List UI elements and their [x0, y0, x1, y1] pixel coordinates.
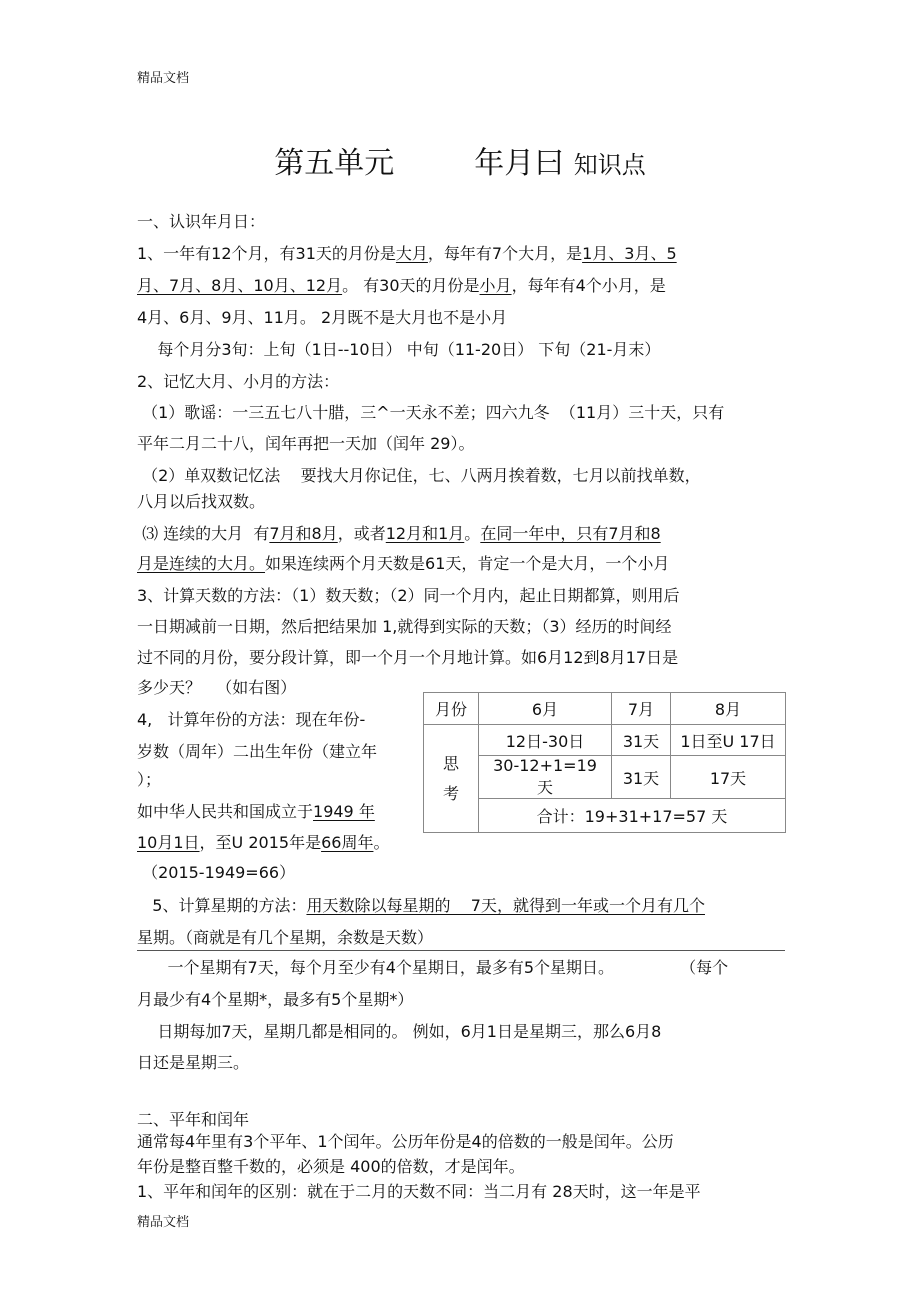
text-segment: （2）单双数记忆法 要找大月你记住，七、八两月挨着数，七月以前找单数，	[137, 466, 701, 485]
page-footer: 精品文档	[137, 1215, 190, 1230]
text-segment: 年份是整百整千数的，必须是 400的倍数，才是闰年。	[137, 1157, 525, 1176]
underlined-text: 10月1日	[137, 833, 200, 852]
text-segment: 一、认识年月日：	[137, 212, 266, 231]
text-line	[137, 648, 678, 668]
text-line	[137, 466, 701, 486]
table-total: 合计：19+31+17=57 天	[479, 799, 786, 833]
text-line	[137, 710, 365, 730]
text-segment: （2015-1949=66）	[137, 863, 296, 882]
text-line	[137, 586, 680, 606]
text-segment: 过不同的月份，要分段计算，即一个月一个月地计算。如6月12到8月17日是	[137, 648, 679, 667]
text-segment: 1、一年有12个月，有31天的月份是	[137, 244, 396, 263]
text-line	[137, 244, 677, 264]
text-line	[137, 434, 474, 454]
days-calc-table	[423, 692, 786, 833]
text-segment: 月最少有4个星期*，最多有5个星期*）	[137, 990, 414, 1009]
underlined-text: 在同一年中，只有7月和8	[480, 524, 661, 543]
text-segment: ，每年有7个大月，是	[427, 244, 583, 263]
text-line	[137, 617, 672, 637]
text-line	[137, 308, 507, 328]
text-segment: 通常每4年里有3个平年、1个闰年。公历年份是4的倍数的一般是闰年。公历	[137, 1132, 674, 1151]
table-cell: 12日-30日	[479, 725, 612, 756]
underlined-text: 月是连续的大月。	[137, 554, 266, 573]
page-header: 精品文档	[137, 71, 190, 86]
text-line	[137, 372, 339, 392]
text-segment: 平年二月二十八，闰年再把一天加（闰年 29）。	[137, 434, 475, 453]
title-suffix: 知识点	[573, 151, 646, 179]
text-segment: 星期。（商就是有几个星期，余数是天数）	[137, 928, 434, 947]
text-line	[137, 492, 265, 512]
text-line	[137, 403, 724, 423]
text-line	[137, 863, 295, 883]
text-segment: 一个星期有7天，每个月至少有4个星期日，最多有5个星期日。 （每个	[137, 958, 729, 977]
text-segment: 1、平年和闰年的区别：就在于二月的天数不同：当二月有 28天时，这一年是平	[137, 1182, 701, 1201]
text-segment: ，或者	[337, 524, 386, 543]
table-side-label: 思 考	[424, 725, 479, 833]
text-line	[137, 896, 705, 916]
text-segment: 。	[464, 524, 481, 543]
underlined-text: 月、7月、8月、10月、12月	[137, 276, 343, 295]
text-line	[137, 1182, 701, 1202]
text-segment: 日还是星期三。	[137, 1053, 250, 1072]
text-line	[137, 276, 666, 296]
text-line	[137, 1022, 661, 1042]
text-segment: 多少天？ （如右图）	[137, 678, 297, 697]
underlined-text: 12月和1月	[385, 524, 465, 543]
text-segment: 岁数（周年）二出生年份（建立年	[137, 742, 378, 761]
title-unit: 第五单元	[274, 146, 395, 181]
text-segment: 3、计算天数的方法：（1）数天数；（2）同一个月内，起止日期都算，则用后	[137, 586, 680, 605]
underlined-text: 66周年	[321, 833, 374, 852]
text-segment: 5、计算星期的方法：	[137, 896, 307, 915]
table-header-cell: 7月	[612, 693, 671, 725]
text-segment: 。 有30天的月份是	[342, 276, 480, 295]
text-segment: 一日期减前一日期，然后把结果加 1,就得到实际的天数；（3）经历的时间经	[137, 617, 672, 636]
text-line	[137, 958, 728, 978]
text-line	[137, 990, 413, 1010]
underlined-text: 用天数除以每星期的 7天，就得到一年或一个月有几个	[306, 896, 705, 915]
table-cell: 31天	[612, 725, 671, 756]
text-line	[137, 833, 389, 853]
text-segment: ，至U 2015年是	[199, 833, 322, 852]
text-segment: 4月、6月、9月、11月。 2月既不是大月也不是小月	[137, 308, 508, 327]
title-topic: 年月曰	[474, 146, 565, 181]
text-line	[137, 212, 265, 232]
text-segment: 日期每加7天，星期几都是相同的。 例如，6月1日是星期三，那么6月8	[137, 1022, 662, 1041]
page-title	[0, 138, 920, 182]
text-segment: 八月以后找双数。	[137, 492, 266, 511]
underlined-text: 小月	[479, 276, 512, 295]
text-segment: ，每年有4个小月，是	[511, 276, 666, 295]
text-line	[137, 1053, 249, 1073]
table-header-cell: 8月	[671, 693, 786, 725]
text-line	[137, 554, 669, 574]
text-segment: 。	[373, 833, 390, 852]
text-segment: 如中华人民共和国成立于	[137, 802, 314, 821]
table-cell: 30-12+1=19 天	[479, 756, 612, 799]
text-line	[137, 1110, 249, 1130]
table-cell: 31天	[612, 756, 671, 799]
text-line	[137, 524, 661, 544]
text-line	[137, 1132, 674, 1152]
text-line	[137, 928, 433, 948]
text-segment: 4, 计算年份的方法：现在年份-	[137, 710, 366, 729]
table-header-cell: 6月	[479, 693, 612, 725]
table-header-cell: 月份	[424, 693, 479, 725]
text-line	[137, 678, 296, 698]
text-line	[137, 770, 161, 790]
divider	[137, 950, 785, 951]
underlined-text: 7月和8月	[269, 524, 338, 543]
text-line	[137, 742, 377, 762]
text-line	[137, 802, 375, 822]
text-segment: 如果连续两个月天数是61天，肯定一个是大月，一个小月	[265, 554, 670, 573]
text-segment: 每个月分3旬：上旬（1日--10日） 中旬（11-20日） 下旬（21-月末）	[137, 340, 661, 359]
underlined-text: 1月、3月、5	[582, 244, 677, 263]
underlined-text: 1949 年	[313, 802, 375, 821]
text-segment: 二、平年和闰年	[137, 1110, 250, 1129]
text-segment: ）；	[137, 770, 162, 789]
table-cell: 1日至U 17日	[671, 725, 786, 756]
text-line	[137, 1157, 525, 1177]
text-segment: （1）歌谣：一三五七八十腊，三^一天永不差；四六九冬 （11月）三十天，只有	[137, 403, 725, 422]
table-cell: 17天	[671, 756, 786, 799]
text-segment: ⑶ 连续的大月 有	[137, 524, 270, 543]
underlined-text: 大月	[395, 244, 428, 263]
text-segment: 2、记忆大月、小月的方法：	[137, 372, 340, 391]
text-line	[137, 340, 660, 360]
